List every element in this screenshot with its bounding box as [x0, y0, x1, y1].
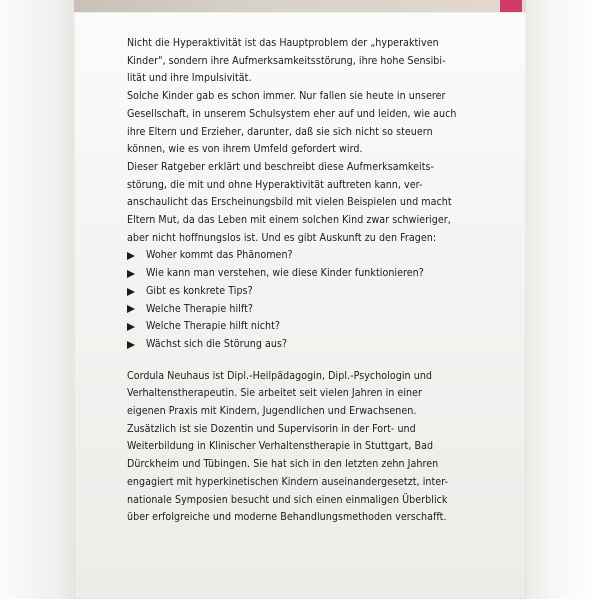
question-text: Woher kommt das Phänomen?	[146, 249, 293, 262]
bio-line: Weiterbildung in Klinischer Verhaltenstherapie in Stuttgart, Bad	[127, 440, 434, 453]
triangle-bullet-icon	[127, 288, 135, 296]
triangle-bullet-icon	[127, 341, 135, 349]
intro-line: störung, die mit und ohne Hyperaktivität auftreten kann, ver-	[127, 178, 423, 191]
intro-line: Nicht die Hyperaktivität ist das Hauptproblem der „hyperaktiven	[127, 37, 439, 49]
triangle-bullet-icon	[127, 323, 135, 331]
bio-line: Verhaltenstherapeutin. Sie arbeitet seit vielen Jahren in einer	[127, 387, 423, 400]
bio-line: Cordula Neuhaus ist Dipl.-Heilpädagogin, Dipl.-Psychologin und	[127, 369, 433, 382]
bio-line: nationale Symposien besucht und sich einen einmaligen Überblick	[127, 493, 448, 506]
background-left	[0, 0, 74, 599]
section-spacer	[127, 354, 522, 368]
intro-line: Kinder", sondern ihre Aufmerksamkeitsstörung, ihre hohe Sensibi-	[127, 54, 446, 67]
question-text: Wie kann man verstehen, wie diese Kinder funktionieren?	[146, 267, 424, 280]
bio-line: über erfolgreiche und moderne Behandlungsmethoden verschafft.	[127, 511, 447, 524]
question-item	[127, 318, 522, 336]
intro-line: können, wie es von ihrem Umfeld gefordert wird.	[127, 143, 363, 156]
question-item	[127, 283, 522, 301]
intro-line: Eltern Mut, da das Leben mit einem solchen Kind zwar schwieriger,	[127, 214, 451, 227]
triangle-bullet-icon	[127, 252, 135, 260]
bio-line: engagiert mit hyperkinetischen Kindern auseinandergesetzt, inter-	[127, 475, 448, 488]
question-text: Welche Therapie hilft nicht?	[146, 320, 280, 333]
background-right	[524, 0, 600, 599]
bio-line: Dürckheim und Tübingen. Sie hat sich in den letzten zehn Jahren	[127, 458, 439, 471]
question-list	[127, 247, 522, 353]
intro-line: anschaulicht das Erscheinungsbild mit vielen Beispielen und macht	[127, 196, 452, 209]
bio-line: Zusätzlich ist sie Dozentin und Supervisorin in der Fort- und	[127, 422, 416, 435]
triangle-bullet-icon	[127, 270, 135, 278]
question-text: Gibt es konkrete Tips?	[146, 284, 253, 297]
back-cover-text	[127, 35, 522, 527]
author-bio	[127, 368, 522, 527]
intro-line: Dieser Ratgeber erklärt und beschreibt diese Aufmerksamkeits-	[127, 160, 435, 173]
intro-line: lität und ihre Impulsivität.	[127, 72, 252, 85]
book-back-page	[74, 12, 526, 599]
question-item	[127, 301, 522, 319]
question-text: Welche Therapie hilft?	[146, 302, 253, 315]
question-item	[127, 247, 522, 265]
question-item	[127, 265, 522, 283]
triangle-bullet-icon	[127, 305, 135, 313]
question-item	[127, 336, 522, 354]
intro-line: Solche Kinder gab es schon immer. Nur fallen sie heute in unserer	[127, 90, 446, 103]
bio-line: eigenen Praxis mit Kindern, Jugendlichen und Erwachsenen.	[127, 405, 417, 418]
cover-accent-strip	[500, 0, 522, 12]
intro-paragraphs	[127, 35, 522, 247]
intro-line: Gesellschaft, in unserem Schulsystem eher auf und leiden, wie auch	[127, 107, 457, 120]
book-cover-edge	[74, 0, 526, 12]
intro-line: aber nicht hoffnungslos ist. Und es gibt Auskunft zu den Fragen:	[127, 231, 437, 244]
intro-line: ihre Eltern und Erzieher, darunter, daß sie sich nicht so steuern	[127, 125, 433, 138]
question-text: Wächst sich die Störung aus?	[146, 337, 288, 350]
